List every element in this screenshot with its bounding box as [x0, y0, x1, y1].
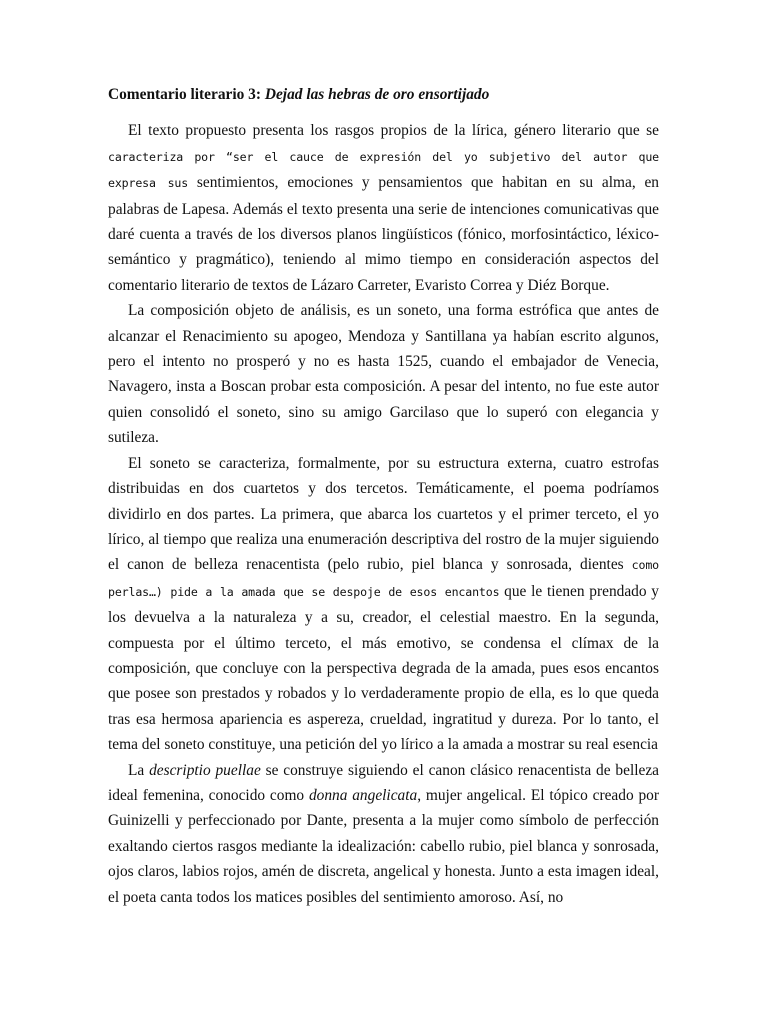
paragraph-1	[108, 118, 659, 298]
paragraph-3	[108, 451, 659, 758]
paragraph-1-quote-line: caracteriza por “ser el cauce de expresión del yo subjetivo del autor que expresa sus	[108, 149, 659, 191]
paragraph-4-term-descriptio-puellae: descriptio puellae	[149, 761, 261, 779]
paragraph-4-text-2: se construye siguiendo el canon clásico renacentista de belleza ideal femenina, conocido como	[108, 761, 659, 804]
paragraph-2-text: La composición objeto de análisis, es un soneto, una forma estrófica que antes de alcanzar el Renacimiento su apogeo, Mendoza y Santillana ya habían escrito algunos, pero el intento no prosperó y no es hasta 1525, cuando el embajador de Venecia, Navagero, insta a Boscan probar esta composición. A pesar del intento, no fue este autor quien consolidó el soneto, sino su amigo Garcilaso que lo superó con elegancia y sutileza.	[108, 302, 659, 447]
paragraph-2	[108, 298, 659, 450]
document-title	[108, 82, 659, 107]
title-work: Dejad las hebras de oro ensortijado	[264, 86, 490, 103]
paragraph-1-text-2: sentimientos, emociones y pensamientos que habitan en su alma, en palabras de Lapesa. Además el texto presenta una serie de intenciones comunicativas que daré cuenta a través de los diversos planos lingüísticos (fónico, morfosintáctico, léxico-semántico y pragmático), teniendo al mimo tiempo en consideración aspectos del comentario literario de textos de Lázaro Carreter, Evaristo Correa y Diéz Borque.	[108, 174, 659, 294]
paragraph-4-text-3: , mujer angelical. El tópico creado por Guinizelli y perfeccionado por Dante, presenta a la mujer como símbolo de perfección exaltando ciertos rasgos mediante la idealización: cabello rubio, piel blanca y sonrosada, ojos claros, labios rojos, amén de discreta, angelical y honesta. Junto a esta imagen ideal, el poeta canta todos los matices posibles del sentimiento amoroso. Así, no	[108, 786, 659, 906]
paragraph-3-text-1: El soneto se caracteriza, formalmente, por su estructura externa, cuatro estrofas distribuidas en dos cuartetos y dos tercetos. Temáticamente, el poema podríamos dividirlo en dos partes. La primera, que abarca los cuartetos y el primer terceto, el yo lírico, al tiempo que realiza una enumeración descriptiva del rostro de la mujer siguiendo el canon de belleza renacentista (pelo rubio, piel blanca y sonrosada, dientes	[108, 454, 659, 574]
paragraph-4-text-1: La	[128, 761, 150, 779]
paragraph-1-text-1: El texto propuesto presenta los rasgos propios de la lírica, género literario que se	[128, 122, 659, 140]
document-page	[108, 82, 659, 910]
paragraph-3-text-2: que le tienen prendado y los devuelva a la naturaleza y a su, creador, el celestial maestro. En la segunda, compuesta por el último terceto, el más emotivo, se condensa el clímax de la composición, que concluye con la perspectiva degrada de la amada, pues esos encantos que posee son prestados y robados y lo verdaderamente propio de ella, es lo que queda tras esa hermosa apariencia es aspereza, crueldad, ingratitud y dureza. Por lo tanto, el tema del soneto constituye, una petición del yo lírico a la amada a mostrar su real esencia	[108, 582, 659, 754]
title-prefix: Comentario literario 3:	[108, 86, 265, 103]
paragraph-4-term-donna-angelicata: donna angelicata	[308, 786, 418, 804]
paragraph-4	[108, 758, 659, 910]
paragraph-3-mono-fragment: como perlas…) pide a la amada que se despoje de esos encantos	[108, 558, 659, 599]
